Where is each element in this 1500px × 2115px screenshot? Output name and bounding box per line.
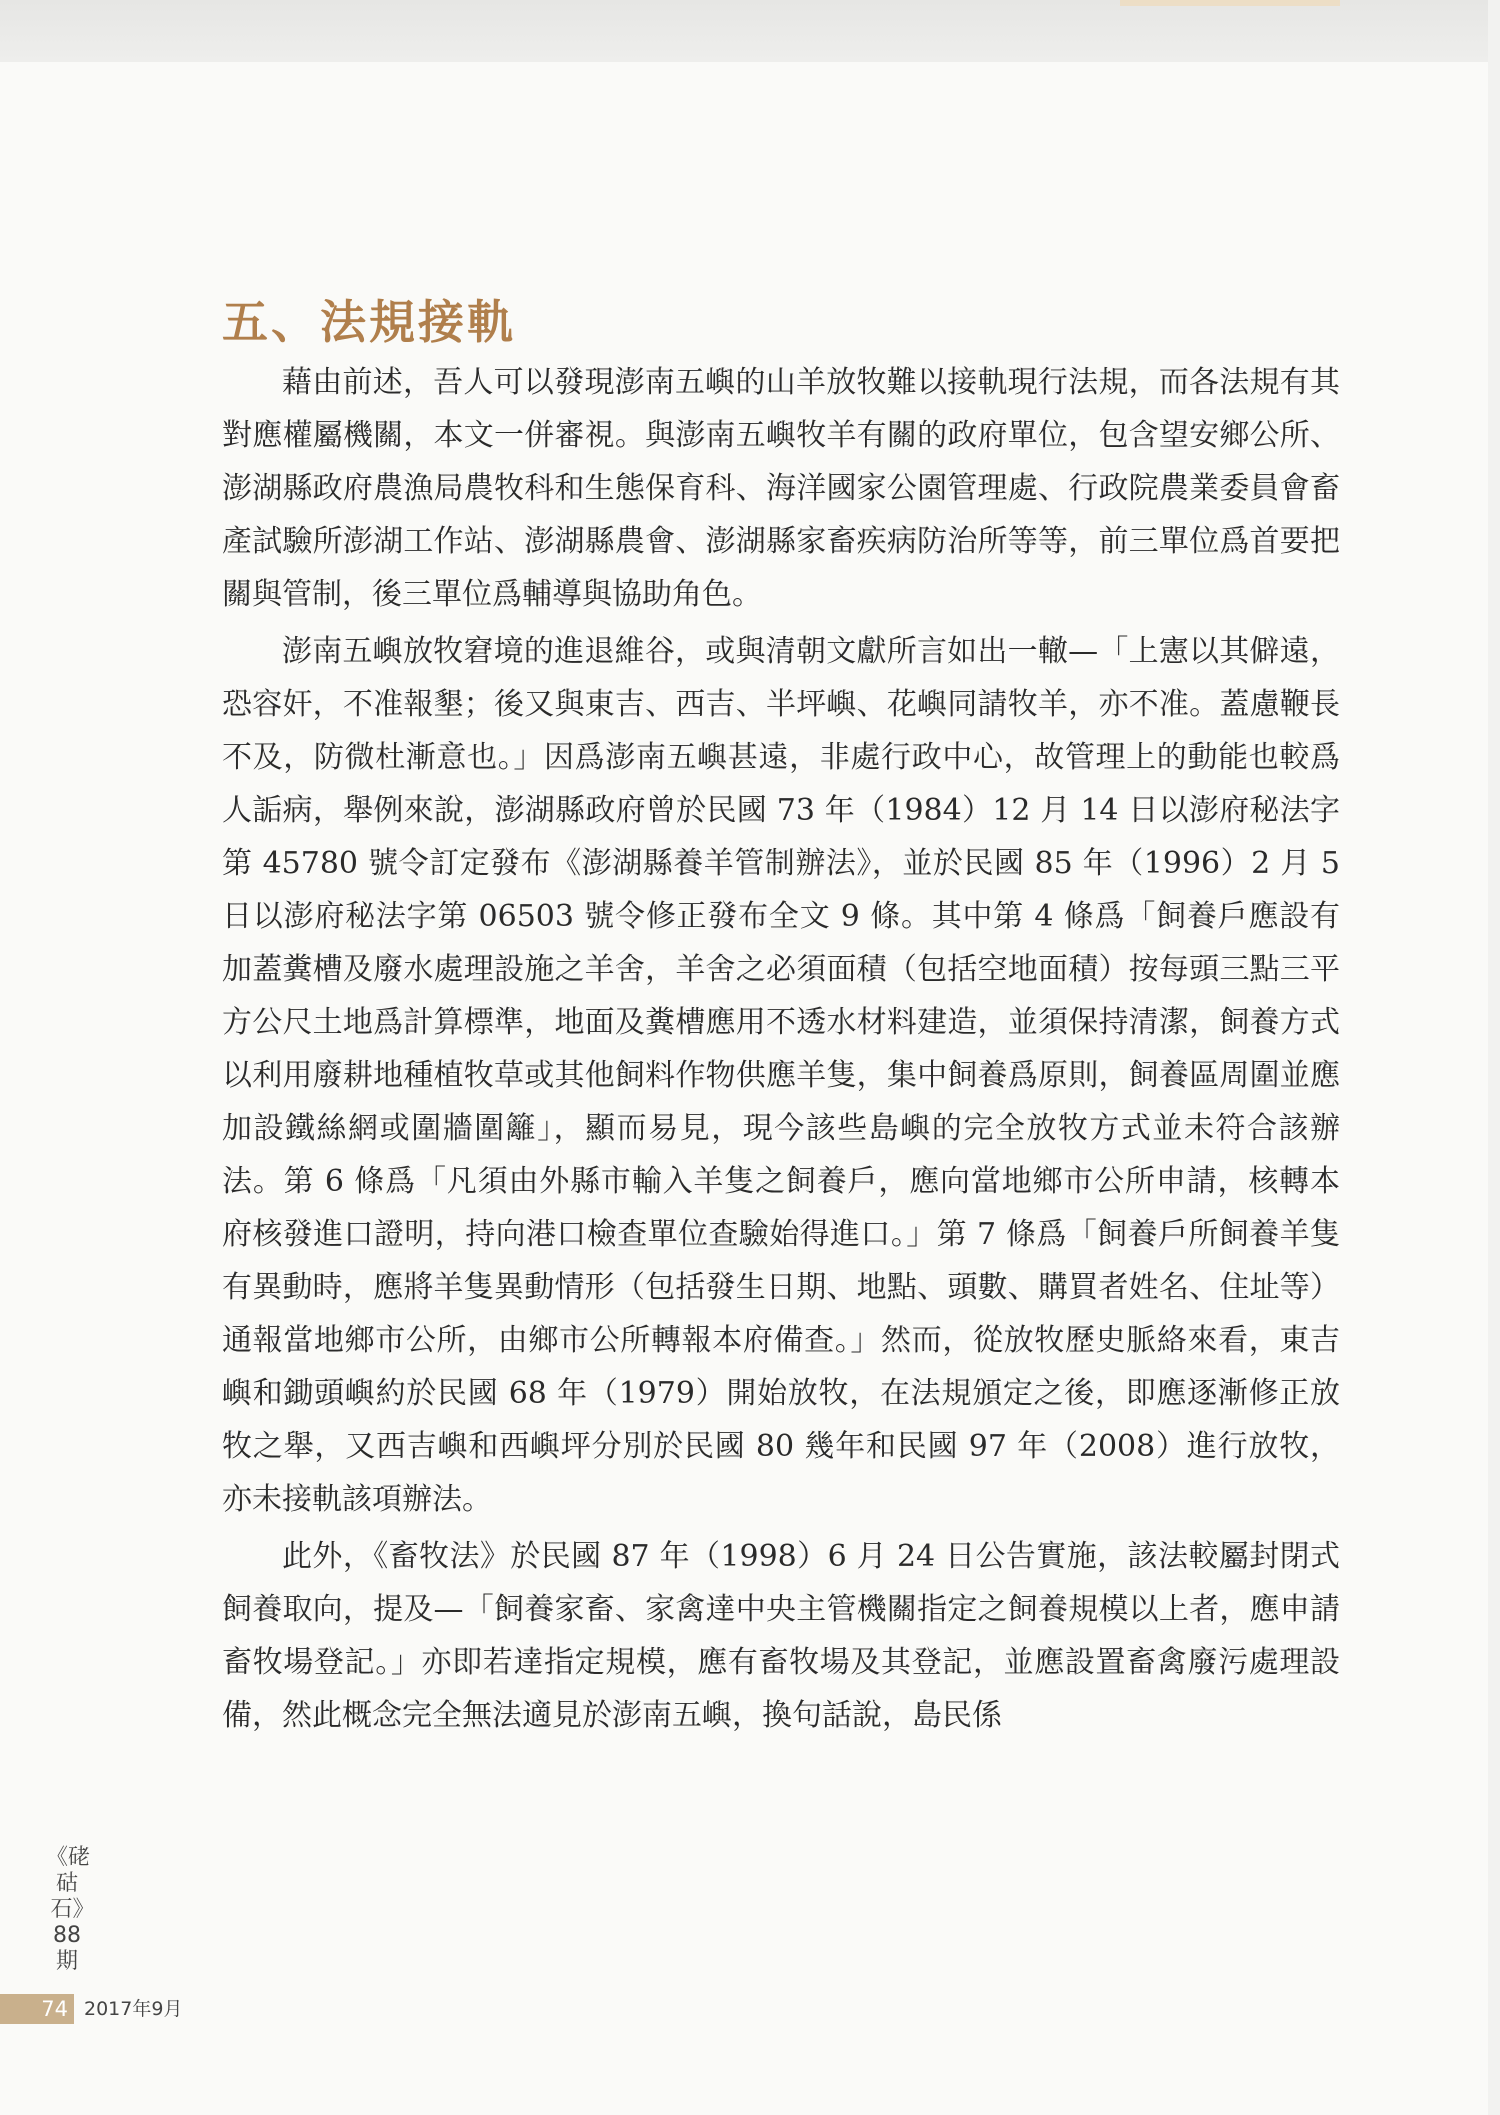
paragraph-1: 藉由前述，吾人可以發現澎南五嶼的山羊放牧難以接軌現行法規，而各法規有其對應權屬機關，本文一併審視。與澎南五嶼牧羊有關的政府單位，包含望安鄉公所、澎湖縣政府農漁局農牧科和生態保育科、海洋國家公園管理處、行政院農業委員會畜產試驗所澎湖工作站、澎湖縣農會、澎湖縣家畜疾病防治所等等，前三單位爲首要把關與管制，後三單位爲輔導與協助角色。	[222, 365, 1340, 612]
scan-top-band	[0, 0, 1500, 62]
publication-label: 《硓𥑮石》88期	[46, 1845, 91, 1974]
page-number: 74	[0, 1994, 74, 2024]
issue-date: 2017年9月	[84, 1998, 183, 2020]
paragraph-2: 澎南五嶼放牧窘境的進退維谷，或與清朝文獻所言如出一轍—「上憲以其僻遠，恐容奸，不准報墾；後又與東吉、西吉、半坪嶼、花嶼同請牧羊，亦不准。蓋慮鞭長不及，防微杜漸意也。」因爲澎南五嶼甚遠，非處行政中心，故管理上的動能也較爲人詬病，舉例來說，澎湖縣政府曾於民國 73 年（1984）12 月 14 日以澎府秘法字第 45780 號令訂定發布《澎湖縣養羊管制辦法》，並於民國 85 年（1996）2 月 5 日以澎府秘法字第 06503 號令修正發布全文 9 條。其中第 4 條爲「飼養戶應設有加蓋糞槽及廢水處理設施之羊舍，羊舍之必須面積（包括空地面積）按每頭三點三平方公尺土地爲計算標準，地面及糞槽應用不透水材料建造，並須保持清潔，飼養方式以利用廢耕地種植牧草或其他飼料作物供應羊隻，集中飼養爲原則，飼養區周圍並應加設鐵絲網或圍牆圍籬」，顯而易見，現今該些島嶼的完全放牧方式並未符合該辦法。第 6 條爲「凡須由外縣市輸入羊隻之飼養戶，應向當地鄉市公所申請，核轉本府核發進口證明，持向港口檢查單位查驗始得進口。」第 7 條爲「飼養戶所飼養羊隻有異動時，應將羊隻異動情形（包括發生日期、地點、頭數、購買者姓名、住址等）通報當地鄉市公所，由鄉市公所轉報本府備查。」然而，從放牧歷史脈絡來看，東吉嶼和鋤頭嶼約於民國 68 年（1979）開始放牧，在法規頒定之後，即應逐漸修正放牧之舉，又西吉嶼和西嶼坪分別於民國 80 幾年和民國 97 年（2008）進行放牧，亦未接軌該項辦法。	[222, 634, 1340, 1517]
body-text	[222, 356, 1340, 1746]
section-title: 五、法規接軌	[222, 295, 516, 349]
scan-top-mark	[1120, 0, 1340, 6]
page-right-edge	[1488, 0, 1500, 2115]
paragraph-3: 此外，《畜牧法》於民國 87 年（1998）6 月 24 日公告實施，該法較屬封閉式飼養取向，提及—「飼養家畜、家禽達中央主管機關指定之飼養規模以上者，應申請畜牧場登記。」亦即若達指定規模，應有畜牧場及其登記，並應設置畜禽廢污處理設備，然此概念完全無法適見於澎南五嶼，換句話說，島民係	[222, 1539, 1340, 1733]
